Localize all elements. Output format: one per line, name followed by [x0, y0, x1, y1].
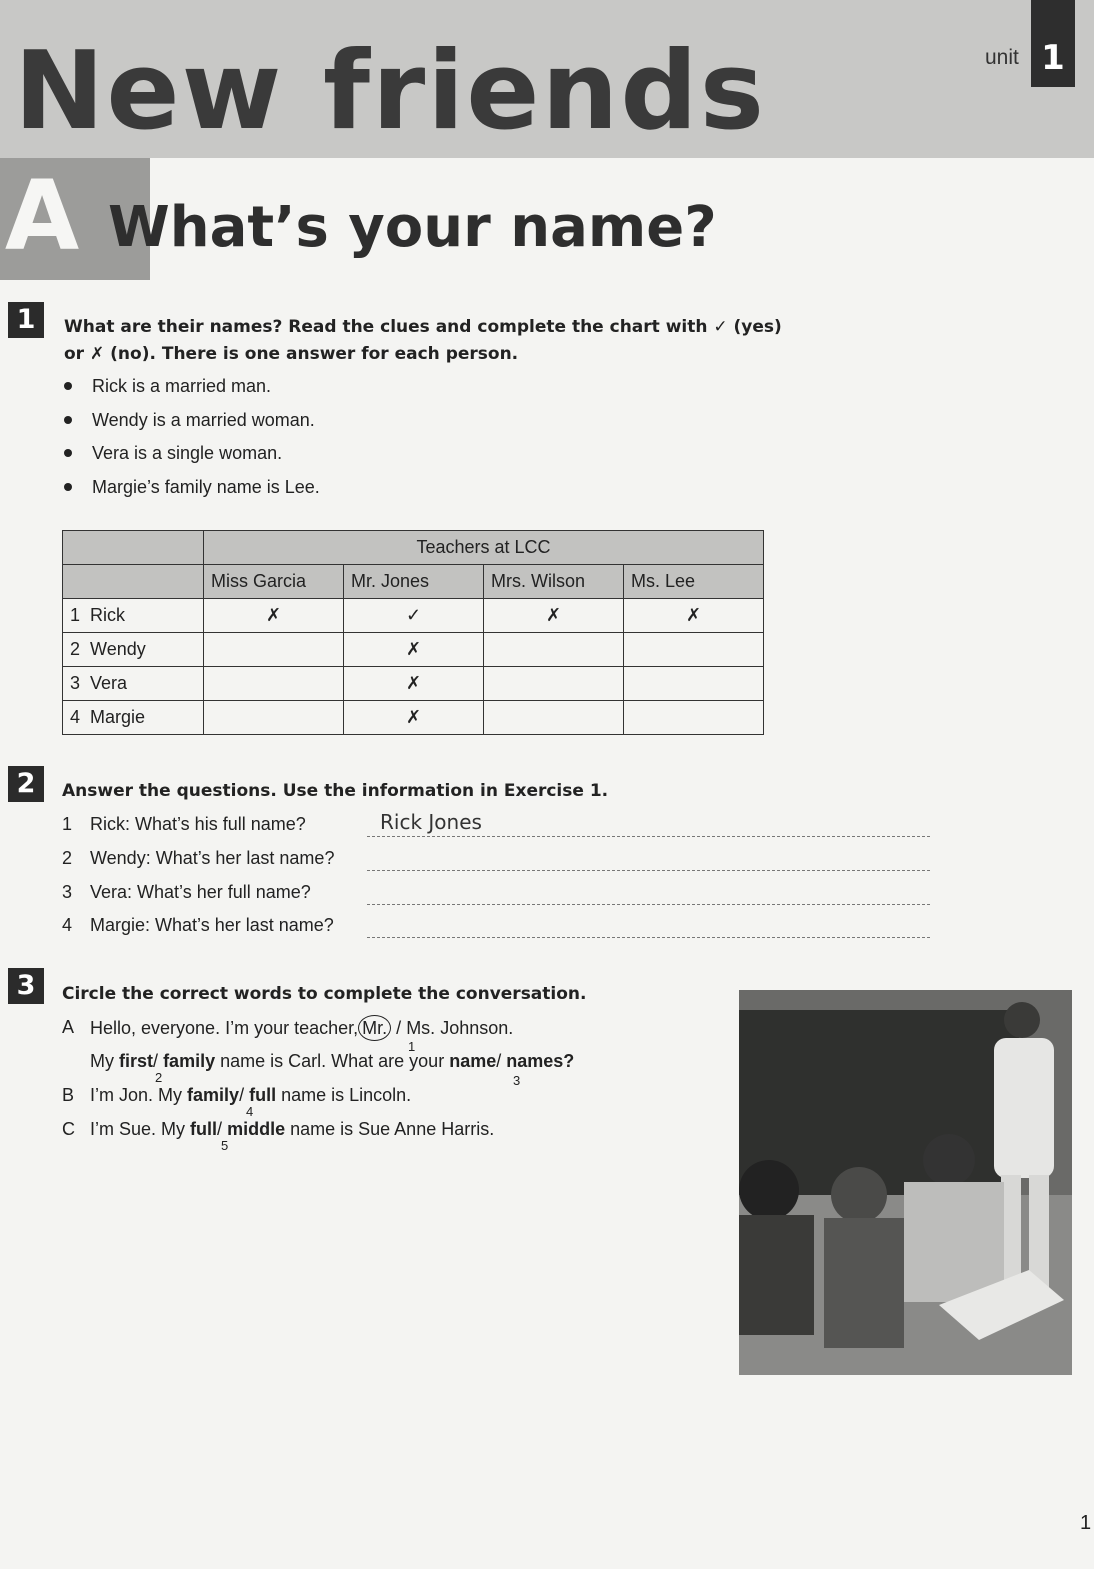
line-a1: Hello, everyone. I’m your teacher, Mr. / Ms. Johnson.	[90, 1015, 513, 1041]
question-number: 4	[62, 915, 73, 935]
table-row	[63, 701, 764, 735]
classroom-photo	[739, 990, 1072, 1375]
chart-cell[interactable]	[204, 701, 344, 735]
chart-cell[interactable]: ✗	[484, 599, 624, 633]
option[interactable]: name	[449, 1051, 497, 1071]
chart-cell[interactable]: ✗	[344, 667, 484, 701]
chart-cell[interactable]	[624, 667, 764, 701]
exercise-2-instruction: Answer the questions. Use the information in Exercise 1.	[62, 781, 609, 801]
exercise-3-instruction: Circle the correct words to complete the conversation.	[62, 984, 587, 1004]
question-text: Vera: What’s her full name?	[90, 882, 311, 902]
speaker-label: B	[62, 1085, 75, 1105]
chart-cell[interactable]: ✗	[624, 599, 764, 633]
answer-field[interactable]	[367, 904, 930, 905]
blank-number: 3	[513, 1073, 521, 1088]
table-corner-2	[63, 565, 204, 599]
answer-field[interactable]	[367, 937, 930, 938]
option[interactable]: middle	[227, 1119, 286, 1139]
answer-field[interactable]	[367, 836, 930, 837]
blank-number: 4	[246, 1104, 254, 1119]
bullet	[64, 483, 72, 491]
page-title: New friends	[14, 29, 767, 154]
instruction-line-2: or ✗ (no). There is one answer for each person.	[64, 344, 519, 364]
exercise-1-instruction	[64, 314, 782, 368]
unit-number: 1	[1041, 38, 1065, 78]
chart-cell[interactable]: ✗	[204, 599, 344, 633]
chart-cell[interactable]	[624, 701, 764, 735]
column-header: Mrs. Wilson	[484, 565, 624, 599]
option[interactable]: first	[119, 1051, 154, 1071]
option-circled[interactable]: Mr.	[358, 1015, 391, 1041]
table-group-header: Teachers at LCC	[204, 531, 764, 565]
question-text: Wendy: What’s her last name?	[90, 848, 335, 868]
question-number: 1	[62, 814, 73, 834]
bullet	[64, 416, 72, 424]
row-label: 3 Vera	[63, 667, 204, 701]
classroom-illustration	[739, 990, 1072, 1375]
chart-cell[interactable]	[624, 633, 764, 667]
column-header: Ms. Lee	[624, 565, 764, 599]
instruction-line-1: What are their names? Read the clues and complete the chart with ✓ (yes)	[64, 317, 782, 337]
table-row	[63, 599, 764, 633]
row-label: 2 Wendy	[63, 633, 204, 667]
question-number: 3	[62, 882, 73, 902]
chart-cell[interactable]	[484, 701, 624, 735]
line-c: I’m Sue. My full/ middle name is Sue Anne Harris.	[90, 1119, 495, 1139]
chart-cell[interactable]	[484, 667, 624, 701]
exercise-2-number: 2	[8, 766, 44, 802]
speaker-label: C	[62, 1119, 75, 1139]
row-label: 1 Rick	[63, 599, 204, 633]
chart-cell[interactable]	[204, 633, 344, 667]
page-number: 1	[1080, 1512, 1092, 1534]
table-corner	[63, 531, 204, 565]
ghost-text	[930, 170, 934, 188]
chart-cell[interactable]	[204, 667, 344, 701]
blank-number: 5	[221, 1138, 229, 1153]
column-header: Miss Garcia	[204, 565, 344, 599]
chart-cell[interactable]: ✗	[344, 701, 484, 735]
table-row	[63, 667, 764, 701]
option[interactable]: full	[249, 1085, 277, 1105]
clue-2: Wendy is a married woman.	[92, 410, 315, 430]
question-number: 2	[62, 848, 73, 868]
answer-text: Rick Jones	[380, 810, 482, 834]
blank-number: 2	[155, 1070, 163, 1085]
answer-field[interactable]	[367, 870, 930, 871]
option[interactable]: full	[190, 1119, 218, 1139]
exercise-3-number: 3	[8, 968, 44, 1004]
clue-3: Vera is a single woman.	[92, 443, 283, 463]
column-header: Mr. Jones	[344, 565, 484, 599]
chart-cell[interactable]: ✓	[344, 599, 484, 633]
option[interactable]: family	[187, 1085, 240, 1105]
speaker-label: A	[62, 1017, 75, 1037]
bullet	[64, 449, 72, 457]
row-label: 4 Margie	[63, 701, 204, 735]
exercise-1-number: 1	[8, 302, 44, 338]
chart-cell[interactable]	[484, 633, 624, 667]
chart-cell[interactable]: ✗	[344, 633, 484, 667]
line-b: I’m Jon. My family/ full name is Lincoln.	[90, 1085, 412, 1105]
bullet	[64, 382, 72, 390]
clue-1: Rick is a married man.	[92, 376, 272, 396]
question-text: Margie: What’s her last name?	[90, 915, 334, 935]
clue-4: Margie’s family name is Lee.	[92, 477, 320, 497]
option[interactable]: names?	[506, 1051, 575, 1071]
option[interactable]: Ms.	[406, 1018, 436, 1038]
option[interactable]: family	[163, 1051, 216, 1071]
unit-label: unit	[985, 46, 1019, 69]
section-title: What’s your name?	[108, 195, 717, 260]
teachers-chart	[62, 530, 764, 735]
line-a2: My first/ family name is Carl. What are your name/ names?	[90, 1051, 575, 1071]
question-text: Rick: What’s his full name?	[90, 814, 306, 834]
blank-number: 1	[408, 1039, 416, 1054]
table-row	[63, 633, 764, 667]
section-letter: A	[4, 160, 80, 272]
